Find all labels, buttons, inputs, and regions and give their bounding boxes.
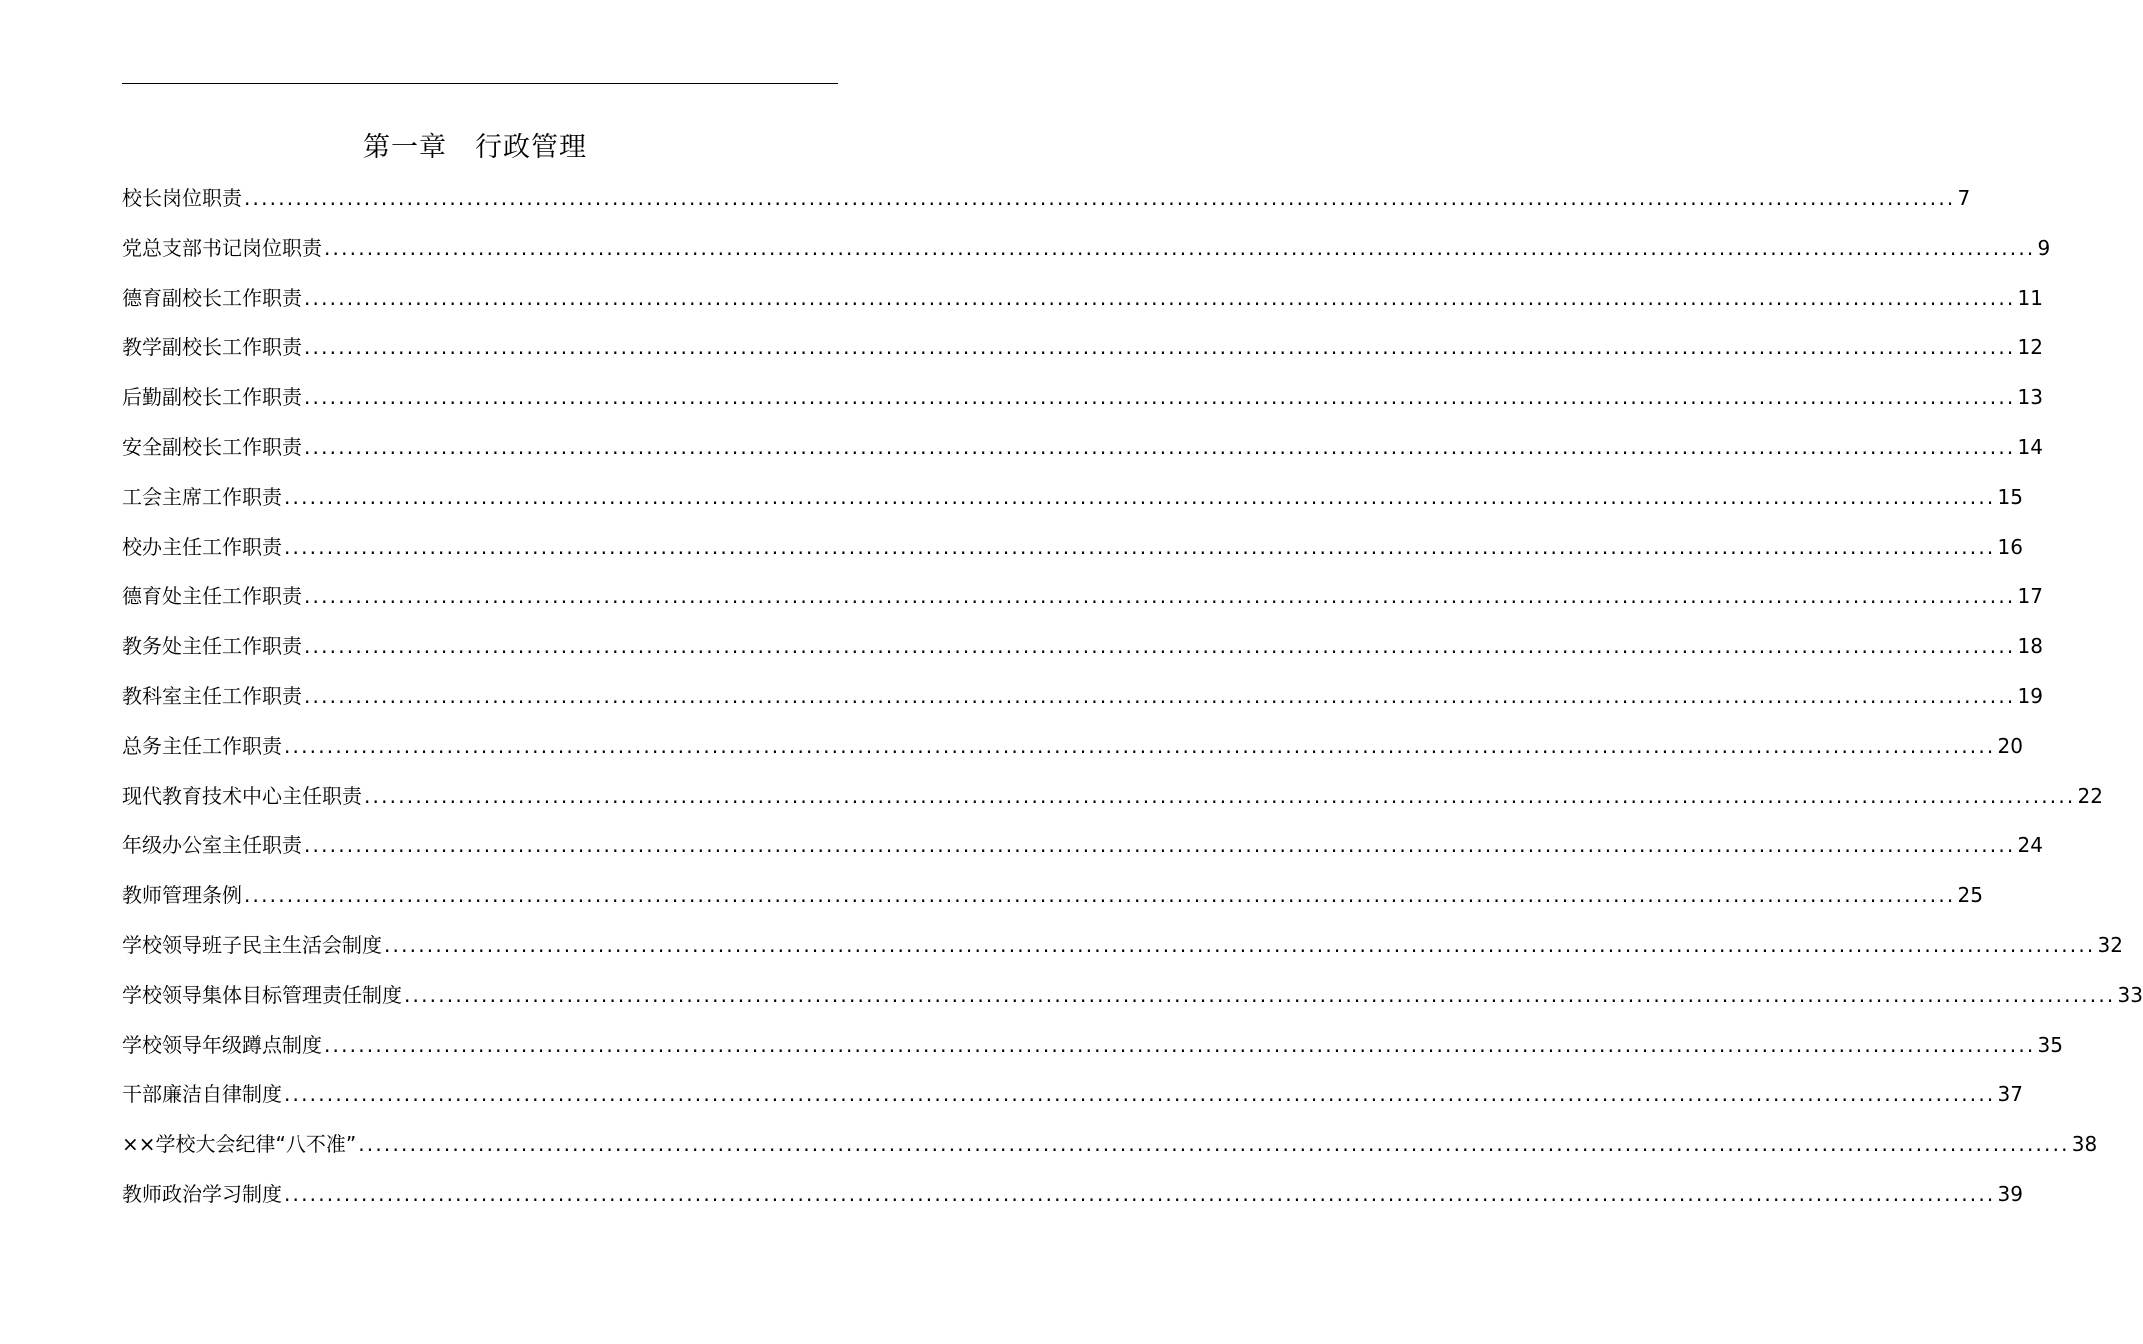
toc-entry-leader: ........................................................................................................................................................................................................ — [384, 932, 2096, 957]
toc-entry[interactable] — [122, 1174, 2023, 1224]
toc-entry-leader: ........................................................................................................................................................................................................ — [324, 235, 2036, 260]
toc-entry[interactable] — [122, 377, 2043, 427]
toc-entry[interactable] — [122, 626, 2043, 676]
toc-entry-label: 德育处主任工作职责 — [122, 584, 302, 609]
toc-entry-label: 教师政治学习制度 — [122, 1181, 282, 1206]
toc-entry-leader: ........................................................................................................................................................................................................ — [404, 982, 2116, 1007]
toc-entry-page: 16 — [1997, 534, 2023, 559]
toc-entry-page: 25 — [1957, 883, 1983, 908]
toc-entry[interactable] — [122, 228, 2051, 278]
toc-entry[interactable] — [122, 825, 2043, 875]
toc-entry-leader: ........................................................................................................................................................................................................ — [304, 285, 2016, 310]
toc-entry-leader: ........................................................................................................................................................................................................ — [304, 683, 2016, 708]
toc-entry-leader: ........................................................................................................................................................................................................ — [284, 534, 1996, 559]
toc-entry-leader: ........................................................................................................................................................................................................ — [284, 733, 1996, 758]
toc-entry-label: 工会主席工作职责 — [122, 484, 282, 509]
toc-entry-label: 学校领导年级蹲点制度 — [122, 1032, 322, 1057]
toc-entry-page: 13 — [2017, 385, 2043, 410]
toc-entry-page: 24 — [2017, 833, 2043, 858]
toc-entry-label: 教科室主任工作职责 — [122, 683, 302, 708]
toc-entry-leader: ........................................................................................................................................................................................................ — [304, 634, 2016, 659]
toc-entry-leader: ........................................................................................................................................................................................................ — [358, 1132, 2070, 1157]
toc-entry-label: 校办主任工作职责 — [122, 534, 282, 559]
toc-entry[interactable] — [122, 1074, 2023, 1124]
toc-entry-label: 校长岗位职责 — [122, 186, 242, 210]
toc-entry-page: 19 — [2017, 683, 2043, 708]
toc-entry[interactable] — [122, 427, 2043, 477]
toc-entry-page: 15 — [1997, 484, 2023, 509]
toc-entry-page: 18 — [2017, 634, 2043, 659]
toc-entry-leader: ........................................................................................................................................................................................................ — [284, 484, 1996, 509]
toc-entry-leader: ........................................................................................................................................................................................................ — [244, 186, 1956, 210]
toc-entry[interactable] — [122, 178, 1971, 228]
toc-entry[interactable] — [122, 975, 2143, 1025]
toc-entry-label: 教务处主任工作职责 — [122, 634, 302, 659]
toc-entry-page: 12 — [2017, 335, 2043, 360]
toc-entry-label: 德育副校长工作职责 — [122, 285, 302, 310]
toc-entry[interactable] — [122, 1124, 2098, 1174]
toc-entry-leader: ........................................................................................................................................................................................................ — [284, 1181, 1996, 1206]
toc-entry-page: 22 — [2077, 783, 2103, 808]
toc-entry-leader: ........................................................................................................................................................................................................ — [324, 1032, 2036, 1057]
toc-entry-label: 总务主任工作职责 — [122, 733, 282, 758]
toc-entry-page: 38 — [2071, 1132, 2098, 1157]
toc-entry-leader: ........................................................................................................................................................................................................ — [304, 434, 2016, 459]
toc-entry[interactable] — [122, 676, 2043, 726]
toc-entry[interactable] — [122, 576, 2043, 626]
toc-entry-page: 39 — [1997, 1181, 2023, 1206]
toc-entry-leader: ........................................................................................................................................................................................................ — [304, 833, 2016, 858]
toc-entry-label: 年级办公室主任职责 — [122, 833, 302, 858]
toc-entry[interactable] — [122, 925, 2123, 975]
toc-entry-label: 教学副校长工作职责 — [122, 335, 302, 360]
toc-entry[interactable] — [122, 875, 1983, 925]
toc-entry-leader: ........................................................................................................................................................................................................ — [304, 335, 2016, 360]
toc-entry[interactable] — [122, 1025, 2063, 1075]
toc-entry[interactable] — [122, 477, 2023, 527]
toc-entry-leader: ........................................................................................................................................................................................................ — [304, 584, 2016, 609]
chapter-title: 第一章 行政管理 — [363, 132, 587, 163]
toc-entry-page: 7 — [1957, 186, 1971, 210]
toc-entry-label: 安全副校长工作职责 — [122, 434, 302, 459]
toc-entry-label: 教师管理条例 — [122, 883, 242, 908]
toc-entry-label: 学校领导集体目标管理责任制度 — [122, 982, 402, 1007]
toc-entry-page: 20 — [1997, 733, 2023, 758]
toc-entry-label: 现代教育技术中心主任职责 — [122, 783, 362, 808]
toc-entry-page: 17 — [2017, 584, 2043, 609]
toc-entry-label: ××学校大会纪律“八不准” — [122, 1132, 357, 1157]
toc-entry-leader: ........................................................................................................................................................................................................ — [364, 783, 2076, 808]
toc-entry-leader: ........................................................................................................................................................................................................ — [244, 883, 1956, 908]
toc-entry-page: 11 — [2017, 285, 2043, 310]
toc-entry-page: 32 — [2097, 932, 2123, 957]
toc-entry-label: 后勤副校长工作职责 — [122, 385, 302, 410]
table-of-contents — [122, 178, 2143, 1224]
toc-entry-leader: ........................................................................................................................................................................................................ — [304, 385, 2016, 410]
toc-entry-leader: ........................................................................................................................................................................................................ — [284, 1082, 1996, 1107]
toc-entry-page: 9 — [2037, 235, 2051, 260]
toc-entry-label: 干部廉洁自律制度 — [122, 1082, 282, 1107]
toc-entry[interactable] — [122, 527, 2023, 577]
toc-entry[interactable] — [122, 327, 2043, 377]
toc-entry[interactable] — [122, 726, 2023, 776]
toc-entry-page: 37 — [1997, 1082, 2023, 1107]
toc-entry-label: 学校领导班子民主生活会制度 — [122, 932, 382, 957]
toc-entry-page: 33 — [2117, 982, 2143, 1007]
toc-entry[interactable] — [122, 776, 2103, 826]
toc-entry-label: 党总支部书记岗位职责 — [122, 235, 322, 260]
toc-entry[interactable] — [122, 278, 2043, 328]
header-rule — [122, 83, 838, 84]
toc-entry-page: 14 — [2017, 434, 2043, 459]
toc-entry-page: 35 — [2037, 1032, 2063, 1057]
